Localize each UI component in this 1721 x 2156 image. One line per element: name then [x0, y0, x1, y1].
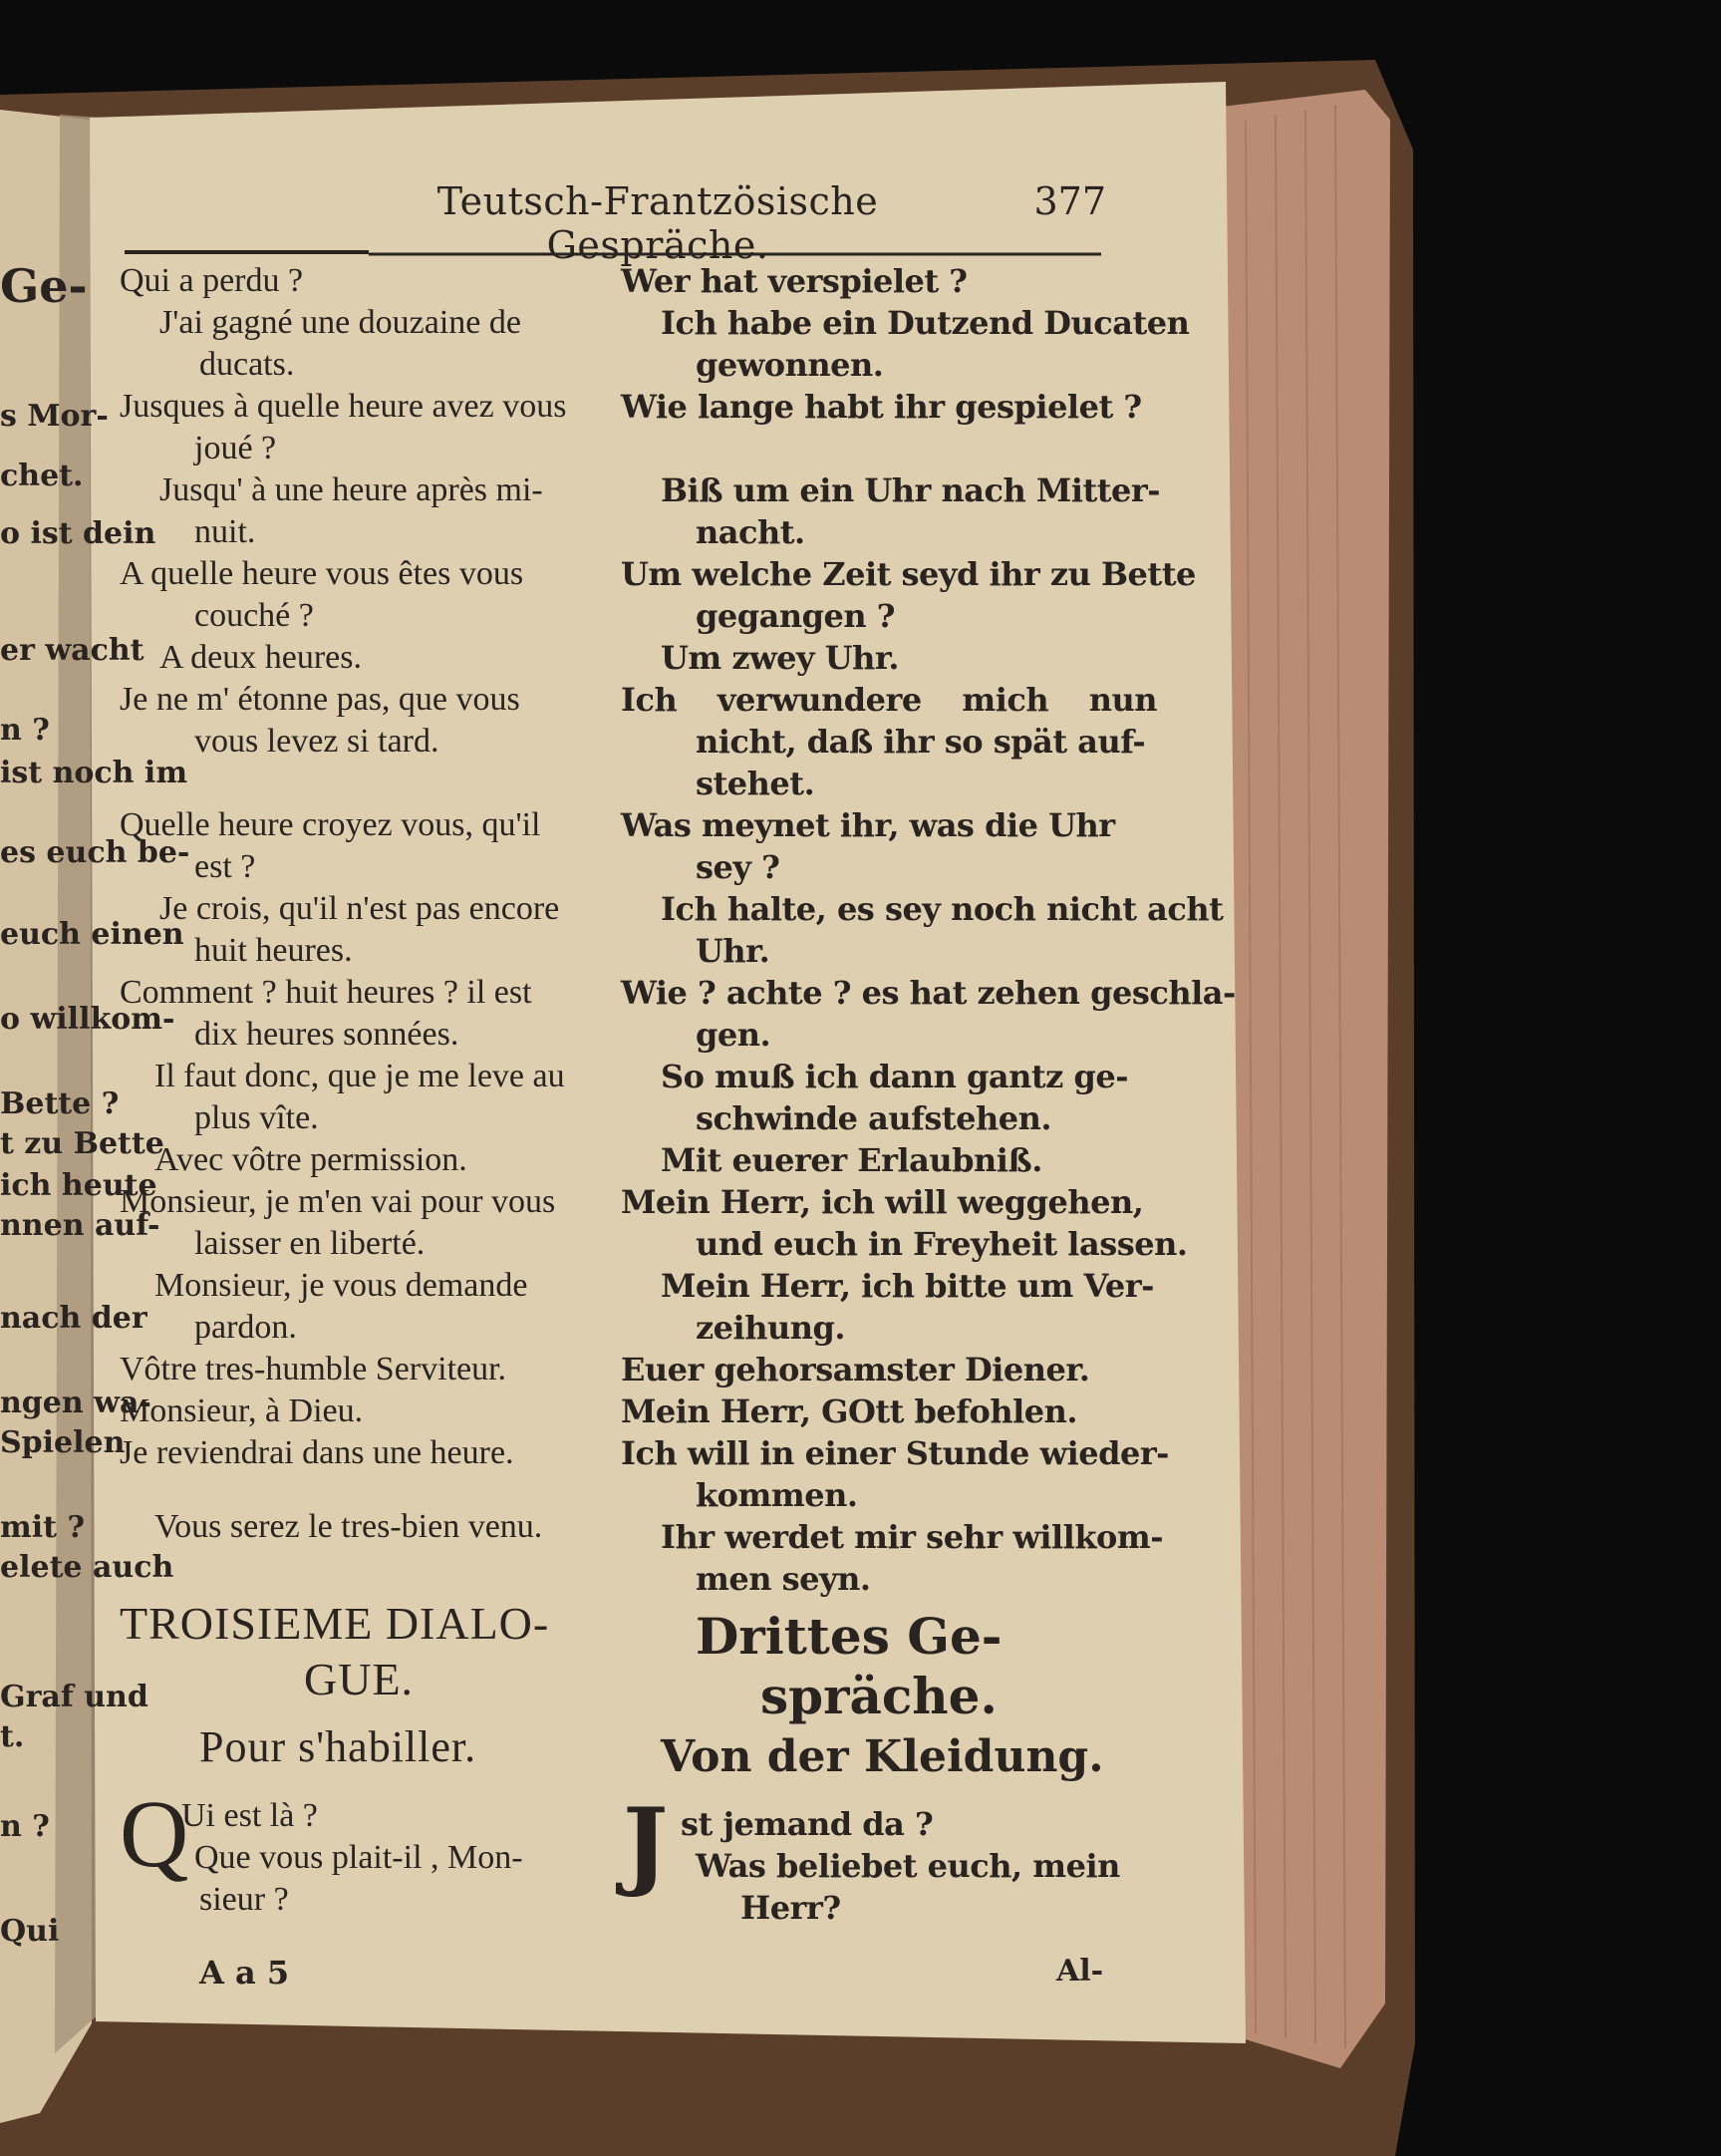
german-line: Mit euerer Erlaubniß.: [661, 1141, 1042, 1179]
french-line: joué ?: [194, 430, 277, 466]
left-fragment: s Mor-: [0, 399, 109, 434]
page-number: 377: [1033, 179, 1106, 223]
french-line: Jusqu' à une heure après mi-: [159, 471, 543, 508]
french-line: vous levez si tard.: [194, 723, 439, 760]
french-line: dix heures sonnées.: [194, 1016, 459, 1053]
left-fragment: er wacht: [0, 633, 144, 668]
german-line: st jemand da ?: [681, 1805, 934, 1843]
section-subheading-french: Pour s'habiller.: [199, 1722, 477, 1771]
german-line: Mein Herr, ich will weggehen,: [621, 1183, 1144, 1221]
german-line: Biß um ein Uhr nach Mitter-: [661, 471, 1161, 509]
german-line: Wie ? achte ? es hat zehen geschla-: [621, 974, 1236, 1012]
left-fragment: Spielen: [0, 1425, 126, 1460]
section-subheading-german: Von der Kleidung.: [661, 1731, 1104, 1782]
left-fragment: euch einen: [0, 917, 184, 952]
left-fragment: t zu Bette: [0, 1126, 164, 1161]
catchword: Al-: [1056, 1954, 1104, 1989]
german-line: Euer gehorsamster Diener.: [621, 1351, 1090, 1388]
section-heading-french: GUE.: [304, 1654, 415, 1704]
french-line: Jusques à quelle heure avez vous: [120, 388, 567, 425]
dropcap-french: Q: [120, 1780, 189, 1887]
german-line: Mein Herr, ich bitte um Ver-: [661, 1267, 1154, 1305]
german-line: Ihr werdet mir sehr willkom-: [661, 1518, 1163, 1556]
german-line: Ich halte, es sey noch nicht acht: [661, 890, 1224, 928]
left-fragment: t.: [0, 1719, 25, 1754]
german-line: Um welche Zeit seyd ihr zu Bette: [621, 555, 1196, 593]
german-line: Was meynet ihr, was die Uhr: [621, 806, 1115, 844]
german-line: Ich habe ein Dutzend Ducaten: [661, 304, 1190, 342]
german-line: Ich will in einer Stunde wieder-: [621, 1434, 1169, 1472]
left-fragment: Bette ?: [0, 1086, 120, 1121]
left-fragment: es euch be-: [0, 835, 190, 870]
left-fragment: ist noch im: [0, 756, 188, 790]
running-title: Teutsch-Frantzösische Gespräche.: [436, 179, 879, 267]
french-line: nuit.: [194, 513, 256, 550]
french-line: plus vîte.: [194, 1099, 319, 1136]
section-heading-german: spräche.: [760, 1667, 998, 1725]
french-line: A quelle heure vous êtes vous: [120, 555, 524, 592]
german-line: So muß ich dann gantz ge-: [661, 1058, 1128, 1095]
french-line: Comment ? huit heures ? il est: [120, 974, 532, 1011]
german-line: Uhr.: [696, 932, 770, 970]
left-fragment: o ist dein: [0, 516, 156, 551]
left-fragment: Graf und: [0, 1680, 148, 1714]
french-line: pardon.: [194, 1309, 297, 1346]
french-line: laisser en liberté.: [194, 1225, 426, 1262]
french-line: Que vous plait-il , Mon-: [194, 1839, 523, 1876]
german-line: Was beliebet euch, mein: [696, 1847, 1120, 1885]
german-line: nicht, daß ihr so spät auf-: [696, 723, 1146, 761]
french-line: Qui a perdu ?: [120, 262, 304, 299]
german-line: und euch in Freyheit lassen.: [696, 1225, 1188, 1263]
german-line: Mein Herr, GOtt befohlen.: [621, 1392, 1078, 1430]
german-line: Herr?: [740, 1889, 841, 1927]
french-line: Ui est là ?: [181, 1797, 318, 1834]
french-line: Vôtre tres-humble Serviteur.: [120, 1351, 507, 1387]
page-header: [120, 179, 1106, 267]
section-heading-french: TROISIEME DIALO-: [120, 1598, 550, 1649]
german-line: schwinde aufstehen.: [696, 1099, 1052, 1137]
german-line: sey ?: [696, 848, 780, 886]
french-line: Monsieur, à Dieu.: [120, 1392, 364, 1429]
left-fragment: nach der: [0, 1301, 147, 1336]
left-fragment: n ?: [0, 713, 50, 748]
german-line: Ich verwundere mich nun: [621, 681, 1158, 719]
left-fragment: ich heute: [0, 1168, 157, 1203]
dropcap-german: J: [623, 1787, 669, 1900]
german-line: nacht.: [696, 513, 805, 551]
left-fragment: Qui: [0, 1914, 60, 1949]
left-fragment: elete auch: [0, 1550, 174, 1585]
printer-signature: A a 5: [199, 1954, 290, 1992]
french-line: Je crois, qu'il n'est pas encore: [159, 890, 560, 927]
french-line: huit heures.: [194, 932, 353, 969]
left-fragment: Ge-: [0, 259, 88, 313]
french-line: est ?: [194, 848, 256, 885]
french-line: sieur ?: [199, 1881, 289, 1918]
german-line: kommen.: [696, 1476, 858, 1514]
german-line: gegangen ?: [696, 597, 895, 635]
french-line: Je ne m' étonne pas, que vous: [120, 681, 520, 718]
french-line: Monsieur, je vous demande: [154, 1267, 528, 1304]
left-fragment: o willkom-: [0, 1002, 175, 1037]
left-fragment: chet.: [0, 459, 84, 493]
german-line: gewonnen.: [696, 346, 884, 384]
german-line: gen.: [696, 1016, 771, 1054]
left-fragment: ngen wa-: [0, 1386, 151, 1420]
french-line: Je reviendrai dans une heure.: [120, 1434, 514, 1471]
german-line: men seyn.: [696, 1560, 871, 1598]
left-fragment: n ?: [0, 1809, 50, 1844]
french-line: ducats.: [199, 346, 295, 383]
french-line: Il faut donc, que je me leve au: [154, 1058, 565, 1094]
french-line: Avec vôtre permission.: [154, 1141, 467, 1178]
german-line: Wie lange habt ihr gespielet ?: [621, 388, 1142, 426]
german-line: zeihung.: [696, 1309, 845, 1347]
french-line: Monsieur, je m'en vai pour vous: [120, 1183, 556, 1220]
french-line: couché ?: [194, 597, 314, 634]
french-line: A deux heures.: [159, 639, 363, 676]
section-heading-german: Drittes Ge-: [696, 1607, 1003, 1666]
french-line: Quelle heure croyez vous, qu'il: [120, 806, 541, 843]
german-line: Um zwey Uhr.: [661, 639, 899, 677]
french-line: Vous serez le tres-bien venu.: [154, 1508, 543, 1545]
german-line: Wer hat verspielet ?: [621, 262, 968, 300]
left-fragment: nnen auf-: [0, 1208, 160, 1243]
left-fragment: mit ?: [0, 1510, 86, 1545]
french-line: J'ai gagné une douzaine de: [159, 304, 521, 341]
german-line: stehet.: [696, 765, 815, 802]
